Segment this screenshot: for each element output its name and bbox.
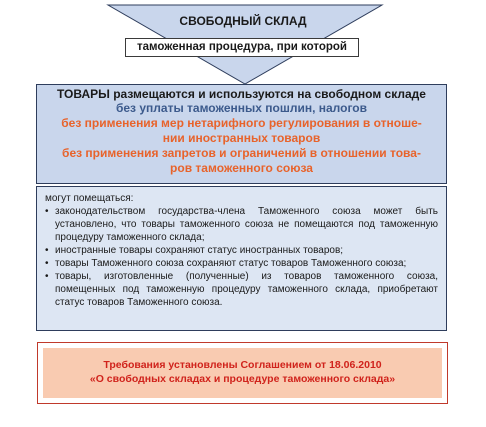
- header-title: СВОБОДНЫЙ СКЛАД: [179, 14, 307, 28]
- list-item: • товары Таможенного союза сохраняют статус товаров Таможенного союза;: [45, 257, 438, 270]
- nontariff-line-2: нии иностранных товаров: [162, 131, 321, 145]
- list-item: • товары, изготовленные (полученные) из товаров таможенного союза, помещенных под таможенную процедуру таможенного склада, приобретают статус товаров Таможенного союза.: [45, 270, 438, 309]
- nontariff-line-1: без применения мер нетарифного регулирования в отноше-: [61, 116, 422, 130]
- agreement-note: [43, 348, 442, 398]
- conditions-list: [45, 205, 438, 309]
- list-item: • иностранные товары сохраняют статус иностранных товаров;: [45, 244, 438, 257]
- list-item: • законодательством государства-члена Таможенного союза может быть установлено, что товары таможенного союза не помещаются под таможенную процедуру таможенного склада;: [45, 205, 438, 244]
- procedure-subtitle: таможенная процедура, при которой: [125, 38, 359, 57]
- goods-usage-title: ТОВАРЫ размещаются и используются на свободном складе: [57, 87, 426, 101]
- placement-conditions-box: [36, 186, 447, 331]
- agreement-note-box: [37, 342, 448, 404]
- prohibitions-line-1: без применения запретов и ограничений в отношении това-: [62, 146, 421, 160]
- list-intro: могут помещаться:: [45, 193, 134, 204]
- no-duties-line: без уплаты таможенных пошлин, налогов: [115, 101, 368, 115]
- prohibitions-line-2: ров таможенного союза: [170, 161, 313, 175]
- agreement-line-2: «О свободных складах и процедуре таможенного склада»: [89, 373, 396, 385]
- goods-usage-box: [36, 84, 447, 184]
- agreement-line-1: Требования установлены Соглашением от 18.06.2010: [103, 359, 382, 371]
